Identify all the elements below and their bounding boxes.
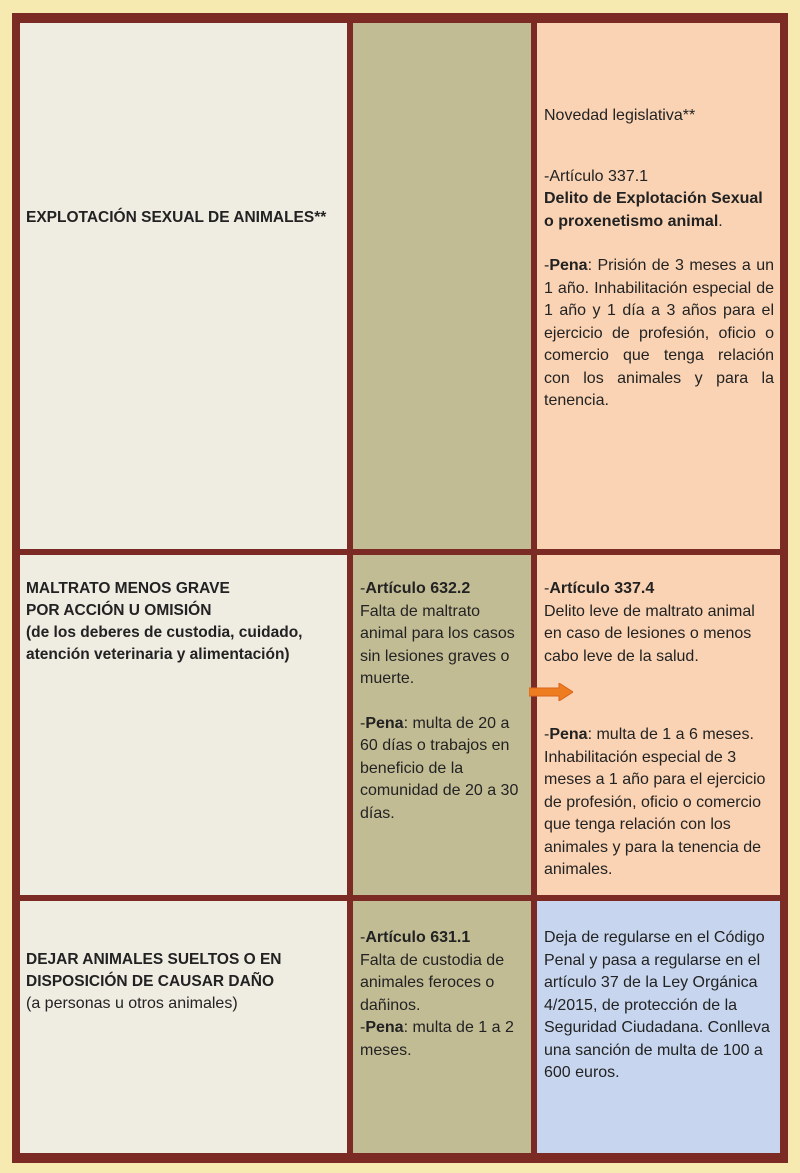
row3-old-article: -Artículo 631.1 <box>360 929 471 946</box>
row1-new-law-cell <box>537 23 780 549</box>
row1-penalty: -Pena: Prisión de 3 meses a un 1 año. Inhabilitación especial de 1 año y 1 día a 3 años para el ejercicio de profesión, oficio o comercio que tenga relación con los animales y para la tenencia. <box>544 257 774 409</box>
row2-new-penalty: -Pena: multa de 1 a 6 meses. Inhabilitación especial de 3 meses a 1 año para el ejercicio de profesión, oficio o comercio que tenga relación con los animales y para la tenencia de animales. <box>544 726 766 878</box>
row1-crime-name: Delito de Explotación Sexual o proxenetismo animal. <box>544 190 763 230</box>
row2-offense-title-line2: POR ACCIÓN U OMISIÓN <box>26 602 212 619</box>
row3-offense-subtitle: (a personas u otros animales) <box>26 995 238 1012</box>
row2-old-description: Falta de maltrato animal para los casos sin lesiones graves o muerte. <box>360 602 515 687</box>
row2-offense-subtitle: (de los deberes de custodia, cuidado, atención veterinaria y alimentación) <box>26 624 303 663</box>
row2-offense-title-line1: MALTRATO MENOS GRAVE <box>26 580 230 597</box>
row2-new-article: -Artículo 337.4 <box>544 580 655 597</box>
row1-legislative-note: Novedad legislativa** <box>544 107 696 124</box>
row1-article: -Artículo 337.1 <box>544 167 649 185</box>
row1-old-law-cell <box>353 23 531 549</box>
row2-old-law-cell <box>353 555 531 895</box>
row3-old-law-cell <box>353 901 531 1153</box>
row3-offense-cell <box>20 901 347 1153</box>
row2-new-law-cell <box>537 555 780 895</box>
row2-offense-cell <box>20 555 347 895</box>
row1-offense-cell <box>20 23 347 549</box>
arrow-right-icon <box>529 683 573 701</box>
row3-new-description: Deja de regularse en el Código Penal y pasa a regularse en el artículo 37 de la Ley Orgánica 4/2015, de protección de la Seguridad Ciudadana. Conlleva una sanción de multa de 100 a 600 euros. <box>544 929 770 1081</box>
row2-old-penalty: -Pena: multa de 20 a 60 días o trabajos en beneficio de la comunidad de 20 a 30 días. <box>360 714 519 822</box>
row3-new-law-cell <box>537 901 780 1153</box>
row1-offense-title: EXPLOTACIÓN SEXUAL DE ANIMALES** <box>26 209 327 226</box>
row3-old-description: Falta de custodia de animales feroces o dañinos. <box>360 951 505 1014</box>
row3-offense-title: DEJAR ANIMALES SUELTOS O EN DISPOSICIÓN DE CAUSAR DAÑO <box>26 951 282 990</box>
row2-new-description: Delito leve de maltrato animal en caso de lesiones o menos cabo leve de la salud. <box>544 602 755 665</box>
comparison-table <box>12 13 788 1163</box>
row3-old-penalty: -Pena: multa de 1 a 2 meses. <box>360 1019 514 1059</box>
row2-old-article: -Artículo 632.2 <box>360 580 471 597</box>
